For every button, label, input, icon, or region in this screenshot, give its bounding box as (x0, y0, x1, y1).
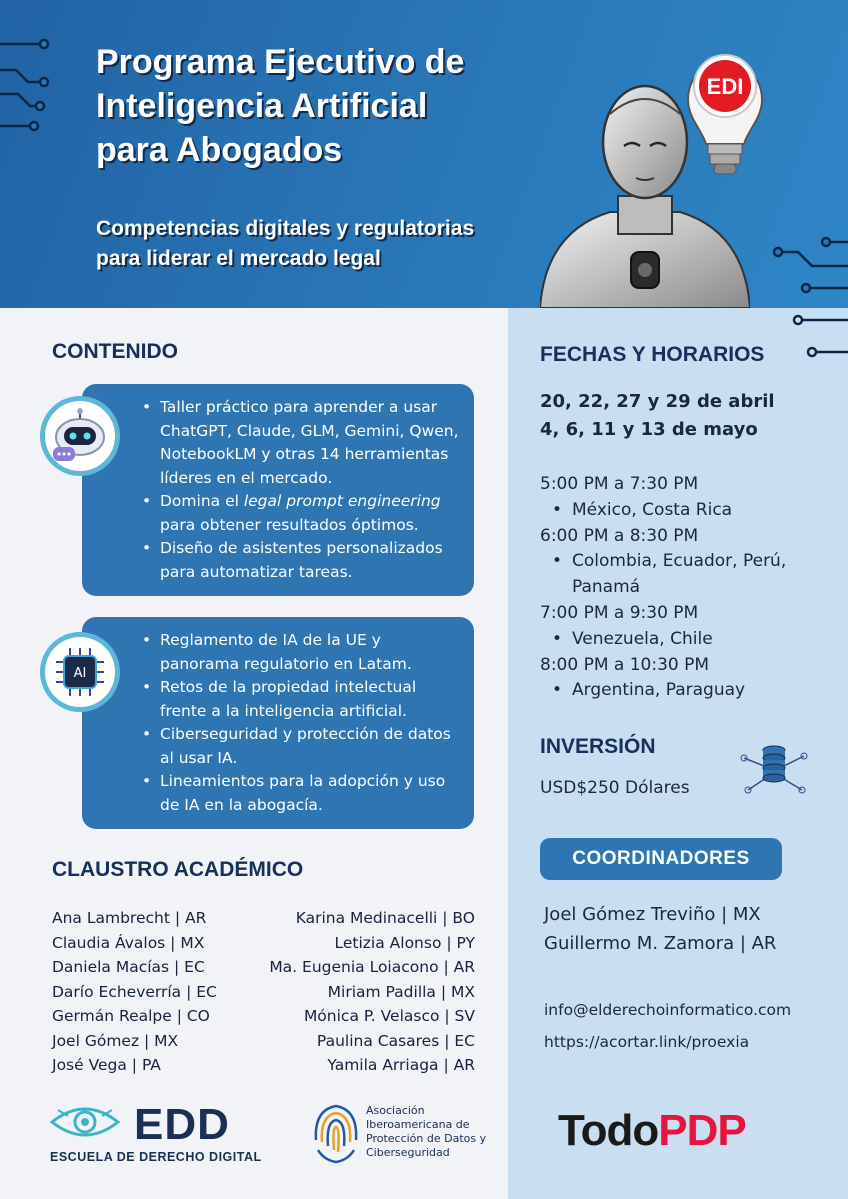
price: USD$250 Dólares (540, 778, 690, 798)
faculty-member: José Vega | PA (52, 1056, 161, 1074)
list-item-text: para obtener resultados óptimos. (160, 515, 419, 534)
schedule-countries-cont: Panamá (572, 577, 641, 598)
list-item: • Ciberseguridad y protección de datos al usar IA. (160, 723, 460, 770)
faculty-list-right (250, 906, 475, 1078)
schedule-time: 5:00 PM a 7:30 PM (540, 474, 699, 494)
edd-eye-logo-icon (50, 1102, 120, 1142)
contact-email[interactable]: info@elderechoinformatico.com (544, 1001, 792, 1019)
header-banner (0, 0, 848, 308)
content-card-1 (82, 384, 474, 596)
circuit-lines-left-icon (0, 30, 70, 140)
content-list-1 (82, 384, 474, 584)
dates-line: 4, 6, 11 y 13 de mayo (540, 419, 758, 440)
chatbot-robot-icon (51, 407, 109, 465)
dates-line: 20, 22, 27 y 29 de abril (540, 391, 775, 412)
association-logo-text (366, 1104, 486, 1160)
program-title (96, 40, 516, 172)
list-item-emphasis: legal prompt engineering (243, 492, 441, 510)
faculty-member: Mónica P. Velasco | SV (303, 1007, 475, 1025)
ai-chip-icon (54, 646, 106, 698)
circuit-lines-right-icon (770, 230, 848, 308)
todopdp-logo (558, 1106, 746, 1156)
edd-logo-text: EDD (134, 1100, 230, 1149)
program-subtitle (96, 214, 516, 274)
edd-logo-subtitle: ESCUELA DE DERECHO DIGITAL (50, 1150, 262, 1164)
contact-info (544, 994, 791, 1058)
faculty-member: Germán Realpe | CO (52, 1007, 210, 1025)
faculty-list-left (52, 906, 217, 1078)
list-item: • Taller práctico para aprender a usar ChatGPT, Claude, GLM, Gemini, Qwen, NotebookLM y otras 14 herramientas líderes en el mercado. (160, 396, 460, 490)
robot-badge (40, 396, 120, 476)
faculty-member: Yamila Arriaga | AR (327, 1056, 475, 1074)
coordinator-name: Guillermo M. Zamora | AR (544, 933, 777, 954)
schedule-countries: • México, Costa Rica (540, 498, 840, 524)
schedule-countries: • Colombia, Ecuador, Perú, (540, 549, 840, 575)
faculty-member: Paulina Casares | EC (316, 1031, 475, 1050)
faculty-member: Daniela Macías | EC (52, 958, 205, 976)
list-item-text: Domina el (160, 492, 244, 510)
subtitle-line-1: Competencias digitales y regulatorias (96, 217, 475, 240)
ai-chip-badge (40, 632, 120, 712)
content-card-2 (82, 617, 474, 829)
course-dates (540, 388, 775, 444)
association-line: Ciberseguridad (366, 1146, 450, 1159)
ai-chip-label: AI (73, 666, 87, 681)
coordinator-name: Joel Gómez Treviño | MX (544, 904, 761, 925)
faculty-member: Darío Echeverría | EC (52, 982, 217, 1001)
list-item: • Retos de la propiedad intelectual frente a la inteligencia artificial. (160, 676, 460, 723)
faculty-member: Ana Lambrecht | AR (52, 909, 207, 927)
contact-url[interactable]: https://acortar.link/proexia (544, 1033, 750, 1051)
schedule-countries: • Argentina, Paraguay (540, 678, 840, 704)
circuit-lines-panel-icon (790, 308, 848, 368)
faculty-member: Claudia Ávalos | MX (52, 933, 205, 952)
list-item: • Lineamientos para la adopción y uso de IA en la abogacía. (160, 770, 460, 817)
schedule-time: 7:00 PM a 9:30 PM (540, 602, 699, 623)
fechas-title: FECHAS Y HORARIOS (540, 343, 765, 366)
lightbulb-edi-icon (680, 48, 770, 188)
title-line-1: Programa Ejecutivo de (96, 43, 465, 81)
contenido-title: CONTENIDO (52, 340, 178, 363)
inversion-title: INVERSIÓN (540, 735, 656, 758)
subtitle-line-2: para liderar el mercado legal (96, 247, 381, 270)
list-item: • Diseño de asistentes personalizados para automatizar tareas. (160, 537, 460, 584)
association-line: Protección de Datos y (366, 1132, 487, 1145)
association-line: Iberoamericana de (366, 1118, 470, 1131)
title-line-3: para Abogados (96, 131, 343, 169)
schedule-time: 6:00 PM a 8:30 PM (540, 525, 699, 546)
faculty-member: Joel Gómez | MX (52, 1031, 179, 1050)
schedule-countries: • Venezuela, Chile (540, 627, 840, 653)
schedule-list (540, 472, 840, 704)
coordinators-list (544, 900, 776, 958)
todopdp-logo-pdp: PDP (658, 1106, 746, 1155)
faculty-member: Miriam Padilla | MX (327, 982, 475, 1001)
faculty-member: Ma. Eugenia Loiacono | AR (269, 958, 475, 976)
coordinadores-label: COORDINADORES (540, 838, 782, 880)
edi-logo-text: EDI (706, 74, 744, 99)
fingerprint-logo-icon (310, 1100, 362, 1166)
database-network-icon (740, 740, 808, 796)
title-line-2: Inteligencia Artificial (96, 87, 428, 125)
list-item: • Reglamento de IA de la UE y panorama regulatorio en Latam. (160, 629, 460, 676)
list-item (160, 490, 460, 537)
schedule-time: 8:00 PM a 10:30 PM (540, 654, 710, 675)
content-list-2 (82, 617, 474, 817)
association-line: Asociación (366, 1104, 425, 1117)
claustro-title: CLAUSTRO ACADÉMICO (52, 858, 304, 881)
faculty-member: Karina Medinacelli | BO (295, 909, 475, 927)
todopdp-logo-todo: Todo (558, 1106, 659, 1155)
faculty-member: Letizia Alonso | PY (334, 933, 475, 952)
